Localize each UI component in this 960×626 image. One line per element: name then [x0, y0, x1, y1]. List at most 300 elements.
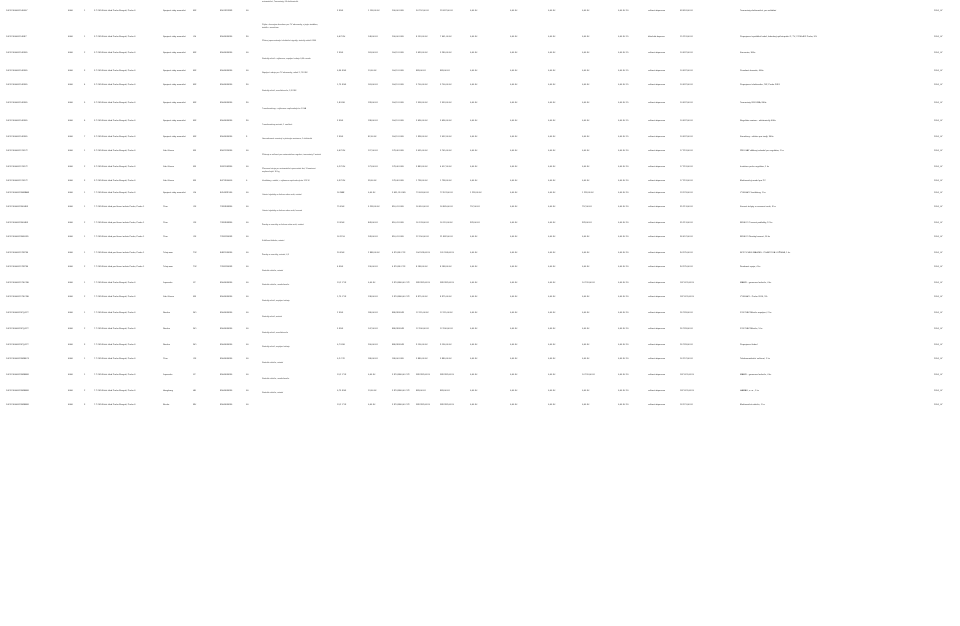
cell-p1: 39,00 Kč [368, 180, 377, 182]
cell-p4: 29 097,00 Kč [440, 10, 453, 12]
cell-p4: 3 880,00 Kč [440, 358, 452, 360]
cell-z2: 0,00 Kč [510, 252, 518, 254]
cell-qt: 20 KSK [337, 252, 345, 254]
cell-ut: 90 [246, 84, 249, 86]
cell-cn: 8504409090 [220, 344, 233, 346]
cell-cn: 8504409090 [220, 36, 233, 38]
cell-z5: 0,00 Kč 20 [618, 312, 629, 314]
cell-cc: MX [193, 70, 197, 72]
cell-z3: 0,00 Kč [548, 84, 556, 86]
cell-p4: 3 700,00 Kč [440, 84, 452, 86]
cell-qt: 16 PAR [337, 192, 345, 194]
cell-z2: 0,00 Kč [510, 358, 518, 360]
cell-qt: 0,2 CYF [337, 358, 346, 360]
cell-n1: 4000 [68, 266, 73, 268]
cell-z1: 0,00 Kč [470, 358, 478, 360]
cell-of: Celní úřad Praha Ruzyně, Praha 6 [102, 404, 136, 406]
cell-z1: 0,00 Kč [470, 266, 478, 268]
cell-z5: 0,00 Kč 20 [618, 390, 629, 392]
cell-z5: 0,00 Kč 20 [618, 222, 629, 224]
cell-dp: celková dopravou [648, 102, 666, 104]
cell-dt: 3.7.2014 [94, 84, 103, 86]
cell-ds: Statický měnič; napájecí zdroje [262, 346, 290, 348]
cell-qt: 0,3 PCH [337, 180, 346, 182]
cell-ut: 90 [246, 102, 249, 104]
cell-p2: 164,51 USD [392, 120, 404, 122]
cell-qt: 5 KSK [337, 328, 344, 330]
cell-ds: Přenosné stroje pro automatické zpracování dat; 3 hmotnost nepřesahující 10 kg [262, 168, 316, 173]
cell-ct: Čína [163, 206, 168, 208]
cell-p2: 186,00 USD [392, 358, 404, 360]
cell-id: 14CZC0000015J0905 [6, 136, 28, 138]
cell-p1: 199,00 Kč [368, 102, 378, 104]
cell-cc: NO [193, 312, 197, 314]
cell-n1: 4000 [68, 70, 73, 72]
cell-z4: 1 228,00 Kč [582, 192, 594, 194]
cell-z3: 0,00 Kč [548, 252, 556, 254]
cell-p4: 8 975,00 Kč [440, 296, 452, 298]
cell-dp: celková dopravou [648, 374, 666, 376]
cell-ex: 26 783,00 Kč [680, 344, 693, 346]
cell-p3: 883,00 Kč [416, 390, 426, 392]
cell-n1: 4000 [68, 296, 73, 298]
cell-dp: celková dopravou [648, 252, 666, 254]
cell-z2: 0,00 Kč [510, 102, 518, 104]
cell-z4: 14 720,00 Kč [582, 282, 595, 284]
cell-z5: 0,00 Kč 15 [618, 120, 629, 122]
cell-n1: 4000 [68, 252, 73, 254]
cell-dp: celková dopravou [648, 312, 666, 314]
cell-ct: Spojené státy americké [163, 136, 186, 138]
cell-z3: 0,00 Kč [548, 10, 556, 12]
cell-z1: 0,00 Kč [470, 120, 478, 122]
cell-z5: 0,00 Kč 20 [618, 374, 629, 376]
cell-of: Celní úřad Praha Ruzyně, Praha 6 [102, 150, 136, 152]
cell-p1: 13,00 Kč [368, 70, 377, 72]
cell-yr: 2014_07 [934, 252, 943, 254]
cell-p1: 200,00 Kč [368, 344, 378, 346]
cell-yr: 2014_07 [934, 10, 943, 12]
cell-ds: Statické měniče; ostatní [262, 362, 284, 364]
cell-p2: 178,40 USD [392, 150, 404, 152]
cell-n2: 1 [84, 374, 86, 376]
cell-z1: 0,00 Kč [470, 282, 478, 284]
cell-yr: 2014_07 [934, 358, 943, 360]
cell-qt: 6 KSK [337, 266, 344, 268]
cell-z4: 0,00 Kč [582, 358, 590, 360]
cell-cn: 8504409090 [220, 296, 233, 298]
cell-cn: 8504409090 [220, 84, 233, 86]
cell-p3: 16 616,00 Kč [416, 206, 429, 208]
cell-yr: 2014_07 [934, 328, 943, 330]
cell-z3: 0,00 Kč [548, 358, 556, 360]
cell-n1: 4000 [68, 136, 73, 138]
cell-dt: 3.7.2014 [94, 52, 103, 54]
cell-of: Celní úřad Praha Ruzyně, Praha 6 [102, 70, 136, 72]
cell-z3: 0,00 Kč [548, 328, 556, 330]
cell-cn: 8501319999 [220, 10, 233, 12]
cell-ct: Tchaj-wan [163, 266, 173, 268]
cell-z3: 0,00 Kč [548, 390, 556, 392]
cell-n2: 3 [84, 180, 86, 182]
cell-n2: 7 [84, 136, 86, 138]
cell-ut: 00 [246, 266, 249, 268]
cell-p3: 3 700,00 Kč [416, 84, 428, 86]
cell-n2: 2 [84, 166, 86, 168]
cell-ds: Ventilátory; axiální; s výkonem nepřesahujícím 125 W [262, 180, 310, 182]
cell-cn: 7326909890 [220, 222, 233, 224]
cell-yr: 2014_07 [934, 312, 943, 314]
cell-cn: 8471300000 [220, 180, 233, 182]
cell-qt: 13,2 CYF [337, 282, 347, 284]
cell-cn: 8504409090 [220, 374, 233, 376]
cell-ds: Statický měnič; napájecí zdroje [262, 300, 290, 302]
cell-n1: 4000 [68, 374, 73, 376]
cell-p3: 1 798,00 Kč [416, 180, 428, 182]
cell-p3: 883,00 Kč [416, 70, 426, 72]
cell-id: 14CZC0000015J0905 [6, 52, 28, 54]
cell-p3: 3 696,00 Kč [416, 120, 428, 122]
cell-z2: 0,00 Kč [510, 266, 518, 268]
cell-ct: Spojené státy americké [163, 192, 186, 194]
cell-p4: 101 559,00 Kč [440, 252, 455, 254]
cell-n2: 1 [84, 312, 86, 314]
cell-ct: Jižní Korea [163, 150, 174, 152]
cell-id: 14CZC0000015TSCDE [6, 282, 29, 284]
cell-ds: Statické měniče; usměrňovače [262, 378, 290, 380]
cell-of: Celní úřad pro hlavní město Praha, Praha 1 [102, 222, 145, 224]
cell-nt: Propojovací kabel [740, 344, 758, 346]
cell-id: 14CZC0000015PQ4YY [6, 312, 29, 314]
cell-ct: Spojené státy americké [163, 52, 186, 54]
cell-n2: 5 [84, 102, 86, 104]
cell-ut: 00 [246, 192, 249, 194]
cell-cn: 8504409090 [220, 282, 233, 284]
cell-n1: 4000 [68, 36, 73, 38]
cell-ct: Čína [163, 358, 168, 360]
cell-n2: 1 [84, 358, 86, 360]
cell-p2: 3 974,866,00 CYF [392, 404, 410, 406]
cell-p1: 13,00 Kč [368, 390, 377, 392]
cell-z3: 0,00 Kč [548, 70, 556, 72]
cell-p3: 389 992,00 Kč [416, 282, 431, 284]
cell-p1: 163,00 Kč [368, 84, 378, 86]
cell-nt: Propojovací elektronika, 7W; Praha 2019 [740, 84, 780, 86]
cell-yr: 2014_07 [934, 390, 943, 392]
cell-nt: HAMAX, s.r.o., 1 ks [740, 390, 759, 392]
cell-p2: 164,51 USD [392, 102, 404, 104]
cell-p3: 12 115,00 Kč [416, 312, 429, 314]
cell-z3: 0,00 Kč [548, 136, 556, 138]
cell-z2: 0,00 Kč [510, 206, 518, 208]
cell-p2: 178,40 USD [392, 180, 404, 182]
cell-id: 14CZC0000015NMBA9 [6, 192, 29, 194]
cell-id: 14CZC0000015NGIE3 [6, 222, 29, 224]
cell-nt: DYSTLAT Měniče, 5 ks [740, 328, 763, 330]
cell-p4: 7 641,00 Kč [440, 36, 452, 38]
cell-z5: 0,00 Kč 20 [618, 10, 629, 12]
cell-p3: 3 435,00 Kč [416, 150, 428, 152]
cell-dp: celková dopravou [648, 344, 666, 346]
cell-id: 14CZC0000015NK0FD [6, 236, 29, 238]
cell-nt: Kovové úchyty z nerezové oceli, 5 ks [740, 206, 776, 208]
cell-z5: 0,00 Kč 20 [618, 328, 629, 330]
cell-z3: 0,00 Kč [548, 404, 556, 406]
cell-ut: 00 [246, 10, 249, 12]
cell-cn: 7318159099 [220, 236, 233, 238]
cell-p1: 5 238,00 Kč [368, 206, 380, 208]
cell-nt: VYSILACI - Praha 2014, 5% [740, 296, 768, 298]
cell-p1: 2 888,00 Kč [368, 252, 380, 254]
cell-p4: 12 200,00 Kč [440, 328, 453, 330]
cell-n2: 1 [84, 252, 86, 254]
cell-p2: 4 974,86 CYF [392, 252, 406, 254]
cell-yr: 2014_07 [934, 84, 943, 86]
cell-ct: Hongkong [163, 390, 173, 392]
cell-p1: 0,00 Kč [368, 374, 376, 376]
cell-dp: celková dopravou [648, 206, 666, 208]
cell-id: 14CZC0000015J0905 [6, 84, 28, 86]
cell-dt: 3.7.2014 [94, 70, 103, 72]
cell-p4: 21 882,00 Kč [440, 236, 453, 238]
cell-z1: 0,00 Kč [470, 312, 478, 314]
cell-z4: 0,00 Kč [582, 252, 590, 254]
cell-p3: 8 188,00 Kč [416, 266, 428, 268]
cell-dt: 7.7.2014 [94, 344, 103, 346]
cell-ut: 00 [246, 222, 249, 224]
cell-p1: 186,00 Kč [368, 312, 378, 314]
cell-z1: 0,00 Kč [470, 10, 478, 12]
cell-ex: 35 213,00 Kč [680, 222, 693, 224]
cell-z4: 0,00 Kč [582, 166, 590, 168]
cell-ct: Rusko [163, 404, 170, 406]
cell-p4: 3 280,00 Kč [440, 52, 452, 54]
cell-ex: 17 219,00 Kč [680, 150, 693, 152]
cell-dp: celková dopravou [648, 136, 666, 138]
cell-ds: Statické měniče; ostatní [262, 270, 284, 272]
cell-p1: 130,00 Kč [368, 266, 378, 268]
cell-z4: 757,00 Kč [582, 206, 592, 208]
cell-p4: 16 865,00 Kč [440, 206, 453, 208]
cell-cc: MX [193, 102, 197, 104]
cell-cc: MX [193, 10, 197, 12]
cell-ds: Kuličková ložiska; ostatní [262, 240, 285, 242]
cell-p3: 73 003,00 Kč [416, 192, 429, 194]
cell-p4: 3 696,00 Kč [440, 120, 452, 122]
cell-z4: 0,00 Kč [582, 52, 590, 54]
cell-id: 14CZC0000015PQ4YY [6, 344, 29, 346]
cell-p3: 16 133,00 Kč [416, 222, 429, 224]
cell-id: 14CZC0000015NNBC3 [6, 358, 29, 360]
cell-cc: NO [193, 344, 197, 346]
cell-n1: 4000 [68, 84, 73, 86]
cell-p2: 164,51 USD [392, 136, 404, 138]
cell-p3: 389 992,00 Kč [416, 404, 431, 406]
cell-n1: 4000 [68, 236, 73, 238]
cell-ct: Jižní Korea [163, 166, 174, 168]
cell-cn: 8414591590 [220, 192, 233, 194]
cell-z3: 0,00 Kč [548, 282, 556, 284]
cell-of: Celní úřad Praha Ruzyně, Praha 6 [102, 136, 136, 138]
cell-z5: 0,00 Kč 20 [618, 192, 629, 194]
cell-z4: 14 720,00 Kč [582, 374, 595, 376]
cell-z1: 0,00 Kč [470, 84, 478, 86]
cell-z4: 0,00 Kč [582, 180, 590, 182]
cell-dp: celková dopravou [648, 180, 666, 182]
cell-z3: 0,00 Kč [548, 120, 556, 122]
cell-dt: 7.7.2014 [94, 312, 103, 314]
cell-z2: 0,00 Kč [510, 236, 518, 238]
cell-ct: Norsko [163, 344, 170, 346]
cell-z2: 0,00 Kč [510, 10, 518, 12]
cell-ex: 94 225,00 Kč [680, 266, 693, 268]
cell-ct: Tchaj-wan [163, 252, 173, 254]
cell-dt: 7.7.2014 [94, 192, 103, 194]
cell-z2: 0,00 Kč [510, 166, 518, 168]
cell-p4: 389 992,00 Kč [440, 282, 455, 284]
cell-p1: 82,00 Kč [368, 136, 377, 138]
cell-p3: 22 150,00 Kč [416, 236, 429, 238]
cell-dt: 3.7.2014 [94, 120, 103, 122]
cell-n2: 1 [84, 150, 86, 152]
cell-p1: 127,00 Kč [368, 150, 378, 152]
cell-ct: Čína [163, 222, 168, 224]
cell-ex: 187 621,00 Kč [680, 296, 695, 298]
cell-z2: 0,00 Kč [510, 36, 518, 38]
cell-z1: 0,00 Kč [470, 236, 478, 238]
cell-qt: 75 KSK [337, 206, 345, 208]
cell-ex: 17 219,00 Kč [680, 166, 693, 168]
cell-p2: 4 974,86 CYF [392, 266, 406, 268]
cell-z4: 0,00 Kč [582, 136, 590, 138]
cell-z1: 0,00 Kč [470, 374, 478, 376]
cell-z3: 0,00 Kč [548, 266, 556, 268]
cell-ex: 94 225,00 Kč [680, 252, 693, 254]
cell-yr: 2014_07 [934, 266, 943, 268]
cell-of: Celní úřad pro hlavní město Praha, Praha 1 [102, 266, 145, 268]
cell-of: Celní úřad Praha Ruzyně, Praha 6 [102, 390, 136, 392]
cell-qt: 0,75 KSK [337, 390, 347, 392]
cell-cn: 7318159099 [220, 266, 233, 268]
cell-cn: 8504409090 [220, 120, 233, 122]
cell-p4: 4 017,00 Kč [440, 166, 452, 168]
cell-cn: 8504409090 [220, 312, 233, 314]
cell-z5: 0,00 Kč 20 [618, 358, 629, 360]
cell-p1: 138,00 Kč [368, 296, 378, 298]
cell-qt: 0,2 PCH [337, 166, 346, 168]
cell-p4: 9 156,00 Kč [440, 344, 452, 346]
cell-p3: 3 693,00 Kč [416, 52, 428, 54]
cell-n2: 2 [84, 52, 86, 54]
cell-z5: 0,00 Kč 20 [618, 266, 629, 268]
cell-nt: Elektronický modul pro PC [740, 180, 766, 182]
cell-ut: 00 [246, 344, 249, 346]
cell-dp: celková dopravou [648, 10, 666, 12]
cell-dt: 7.7.2014 [94, 390, 103, 392]
cell-z1: 0,00 Kč [470, 180, 478, 182]
cell-of: Celní úřad Praha Ruzyně, Praha 6 [102, 84, 136, 86]
cell-p3: 8 975,00 Kč [416, 296, 428, 298]
cell-cc: KR [193, 296, 197, 298]
cell-z3: 0,00 Kč [548, 36, 556, 38]
cell-ex: 10 697,00 Kč [680, 102, 693, 104]
cell-p2: 164,51 USD [392, 70, 404, 72]
cell-p1: 0,00 Kč [368, 404, 376, 406]
cell-dt: 3.7.2014 [94, 102, 103, 104]
cell-z2: 0,00 Kč [510, 150, 518, 152]
cell-yr: 2014_07 [934, 180, 943, 182]
cell-of: Celní úřad Praha Ruzyně, Praha 6 [102, 166, 136, 168]
cell-z4: 0,00 Kč [582, 236, 590, 238]
cell-p2: 816,41 USD [392, 222, 404, 224]
cell-ut: 00 [246, 252, 249, 254]
cell-id: 14CZC0000015J0905 [6, 102, 28, 104]
cell-n2: 1 [84, 282, 86, 284]
cell-z5: 0,00 Kč 15 [618, 52, 629, 54]
cell-cc: CN [193, 236, 197, 238]
cell-n1: 4000 [68, 206, 73, 208]
cell-z1: 0,00 Kč [470, 36, 478, 38]
cell-ds: Statický měnič; ostatní [262, 316, 283, 318]
cell-ct: Spojené státy americké [163, 36, 186, 38]
cell-p2: 816,41 USD [392, 206, 404, 208]
cell-nt: Instalace prvku regulátor, 1 ks [740, 166, 770, 168]
cell-cn: 8504409090 [220, 328, 233, 330]
cell-z4: 0,00 Kč [582, 328, 590, 330]
cell-of: Celní úřad pro hlavní město Praha, Praha 1 [102, 252, 145, 254]
cell-yr: 2014_07 [934, 344, 943, 346]
cell-dp: celková dopravou [648, 52, 666, 54]
cell-ds: Pájka s kovovým obsahem pro TV obrazovky; s jiným tavidlem; tavidla s rozsahem [262, 24, 318, 29]
cell-qt: 0,6 PCH [337, 36, 346, 38]
cell-of: Celní úřad Praha Ruzyně, Praha 6 [102, 180, 136, 182]
cell-z1: 0,00 Kč [470, 70, 478, 72]
cell-n1: 4000 [68, 52, 73, 54]
cell-n2: 1 [84, 236, 86, 238]
cell-n2: 4 [84, 84, 86, 86]
cell-qt: 3 KSK [337, 10, 344, 12]
cell-p3: 12 200,00 Kč [416, 328, 429, 330]
cell-z1: 0,00 Kč [470, 296, 478, 298]
cell-z2: 0,00 Kč [510, 404, 518, 406]
cell-id: 14CZC0000015J0R7 [6, 36, 27, 38]
cell-ut: 00 [246, 296, 249, 298]
cell-z4: 0,00 Kč [582, 296, 590, 298]
cell-z5: 0,00 Kč 15 [618, 136, 629, 138]
cell-z5: 0,00 Kč 20 [618, 206, 629, 208]
cell-n1: 4000 [68, 344, 73, 346]
cell-qt: 1,75 KSK [337, 84, 347, 86]
cell-dt: 3.7.2014 [94, 136, 103, 138]
cell-id: 14CZC0000015PQ4YY [6, 328, 29, 330]
cell-of: Celní úřad Praha Ruzyně, Praha 6 [102, 358, 136, 360]
cell-nt: Šroubové spoje, 4 ks [740, 266, 761, 268]
cell-p2: 886,98 EUR [392, 312, 404, 314]
cell-z3: 0,00 Kč [548, 192, 556, 194]
cell-z3: 0,00 Kč [548, 374, 556, 376]
cell-ut: 00 [246, 374, 249, 376]
cell-ut: 00 [246, 390, 249, 392]
cell-z4: 0,00 Kč [582, 70, 590, 72]
cell-ds: Šrouby a svorníky; ostatní; 4,5 [262, 254, 290, 256]
cell-p2: 200,00 USD [392, 36, 404, 38]
cell-z1: 0,00 Kč [470, 390, 478, 392]
cell-p1: 0,00 Kč [368, 192, 376, 194]
cell-qt: 3 KSK [337, 120, 344, 122]
cell-n1: 4000 [68, 192, 73, 194]
cell-dp: celková dopravou [648, 390, 666, 392]
cell-cc: MX [193, 136, 197, 138]
